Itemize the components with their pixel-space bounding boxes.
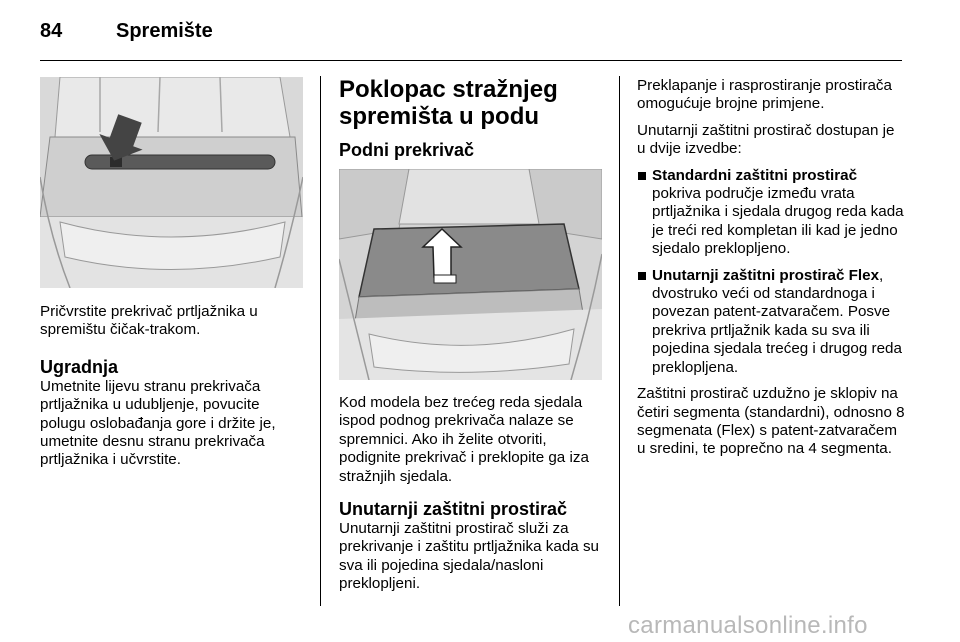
column-2 [339, 394, 607, 604]
floor-cover-illustration [339, 169, 602, 380]
zastitni-prostirac-heading: Unutarnji zaštitni prostirač [339, 499, 568, 520]
bullet-square-icon [638, 172, 646, 180]
section-title: Spremište [116, 20, 213, 42]
column-1 [40, 303, 308, 480]
page-number: 84 [40, 20, 63, 42]
ugradnja-heading: Ugradnja [40, 356, 119, 377]
bullet-title: Standardni zaštitni prostirač [652, 166, 858, 184]
intro-text: Preklapanje i rasprostiranje prostirača omogućuje brojne primjene. [637, 77, 892, 113]
podni-prekrivac-text: Kod modela bez trećeg reda sjedala ispod podnog prekrivača nalaze se spremnici. Ako ih želite otvoriti, podignite prekrivač i preklopite ga iza stražnjih sjedala. [339, 394, 589, 485]
ugradnja-text: Umetnite lijevu stranu prekrivača prtljažnika u udubljenje, povucite polugu oslobađanja gore i držite je, umetnite desnu stranu prekrivača prtljažnika i učvrstite. [40, 377, 276, 469]
bullet-square-icon [638, 272, 646, 280]
podni-prekrivac-heading: Podni prekrivač [339, 140, 475, 160]
column-divider-1 [320, 76, 321, 606]
versions-text: Unutarnji zaštitni prostirač dostupan je u dvije izvedbe: [637, 121, 895, 158]
bullet-text: pokriva područje između vrata prtljažnika i sjedala drugog reda kada je treći red kompletan ili kad je jedno sjedalo preklopljeno. [652, 185, 904, 258]
trunk-cover-illustration [40, 77, 303, 288]
zastitni-prostirac-text: Unutarnji zaštitni prostirač služi za prekrivanje i zaštitu prtljažnika kada su sva ili pojedina sjedala/nasloni preklopljeni. [339, 520, 599, 593]
watermark: carmanualsonline.info [628, 612, 868, 639]
closing-text: Zaštitni prostirač uzdužno je sklopiv na četiri segmenta (standardni), odnosno 8 segmenata (Flex) s patent-zatvaračem u sredini, te poprečno na 4 segmenta. [637, 385, 905, 458]
main-heading: Poklopac stražnjeg spremišta u podu [339, 76, 558, 130]
column-divider-2 [619, 76, 620, 606]
column-3 [637, 77, 905, 469]
image-caption: Pričvrstite prekrivač prtljažnika u spremištu čičak-trakom. [40, 303, 258, 339]
bullet-title: Unutarnji zaštitni prostirač Flex [652, 266, 880, 284]
bullet-text: dvostruko veći od standardnoga i povezan patent-zatvaračem. Posve prekriva prtljažnik kada su sva ili pojedina sjedala trećeg i drugog reda preklopljena. [652, 285, 902, 376]
bullet-standard [637, 167, 905, 259]
bullet-flex: Unutarnji zaštitni prostirač Flex, dvostruko veći od standardnoga i povezan patent-zatvaračem. Posve prekriva prtljažnik kada su sva ili pojedina sjedala trećeg i drugog reda preklopljena. [637, 267, 905, 377]
header-rule [40, 60, 902, 61]
